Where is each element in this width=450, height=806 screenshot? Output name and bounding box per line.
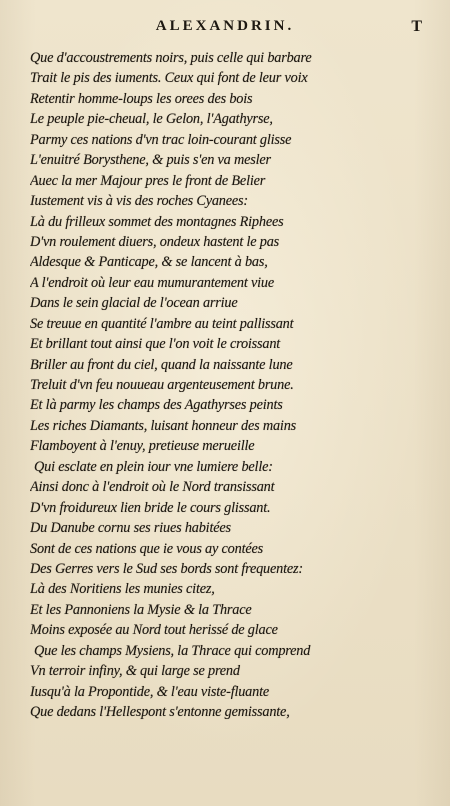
verse-line: Briller au front du ciel, quand la naissante lune — [30, 356, 293, 373]
verse-line: Et brillant tout ainsi que l'on voit le croissant — [30, 336, 281, 353]
verse-line: Qui esclate en plein iour vne lumiere belle: — [34, 458, 273, 475]
running-title: ALEXANDRIN. — [155, 18, 295, 34]
verse-line: Les riches Diamants, luisant honneur des mains — [30, 417, 297, 434]
verse-line: Et là parmy les champs des Agathyrses peints — [30, 397, 283, 414]
verse-line: D'vn froidureux lien bride le cours glissant. — [30, 499, 271, 516]
verse-line: Et les Pannoniens la Mysie & la Thrace — [30, 601, 252, 618]
verse-line: Des Gerres vers le Sud ses bords sont frequentez: — [30, 560, 303, 577]
verse-line: L'enuitré Borysthene, & puis s'en va mesler — [30, 152, 271, 169]
verse-line: Ainsi donc à l'endroit où le Nord transissant — [30, 479, 275, 496]
verse-text — [30, 48, 432, 722]
verse-line: Que les champs Mysiens, la Thrace qui comprend — [34, 642, 311, 659]
verse-line: Moins exposée au Nord tout herissé de glace — [30, 622, 278, 639]
verse-line: Vn terroir infiny, & qui large se prend — [30, 663, 240, 680]
verse-line: Iustement vis à vis des roches Cyanees: — [30, 193, 248, 210]
verse-line: Aldesque & Panticape, & se lancent à bas, — [30, 254, 268, 271]
verse-line: Trait le pis des iuments. Ceux qui font de leur voix — [30, 70, 308, 87]
verse-line: Parmy ces nations d'vn trac loin-courant glisse — [30, 131, 292, 148]
verse-line: Auec la mer Majour pres le front de Belier — [30, 172, 266, 189]
verse-line: Dans le sein glacial de l'ocean arriue — [30, 295, 238, 312]
verse-line: Se treuue en quantité l'ambre au teint pallissant — [30, 315, 294, 332]
page-number: T — [411, 18, 422, 35]
verse-line: D'vn roulement diuers, ondeux hastent le pas — [30, 233, 280, 250]
verse-line: Le peuple pie-cheual, le Gelon, l'Agathyrse, — [30, 111, 273, 128]
verse-line: A l'endroit où leur eau mumurantement viue — [30, 274, 275, 291]
verse-line: Iusqu'à la Propontide, & l'eau viste-fluante — [30, 683, 270, 700]
verse-line: Que dedans l'Hellespont s'entonne gemissante, — [30, 704, 290, 720]
verse-line: Sont de ces nations que ie vous ay contées — [30, 540, 263, 557]
verse-line: Là des Noritiens les munies citez, — [30, 581, 215, 598]
verse-line: Treluit d'vn feu nouueau argenteusement brune. — [30, 377, 294, 393]
verse-line: Retentir homme-loups les orees des bois — [30, 90, 253, 107]
verse-line: Là du frilleux sommet des montagnes Riphees — [30, 213, 284, 230]
verse-line: Du Danube cornu ses riues habitées — [30, 520, 231, 537]
page-header — [0, 18, 450, 44]
verse-line: Flamboyent à l'enuy, pretieuse merueille — [30, 438, 255, 455]
verse-line: Que d'accoustrements noirs, puis celle qui barbare — [30, 50, 312, 66]
